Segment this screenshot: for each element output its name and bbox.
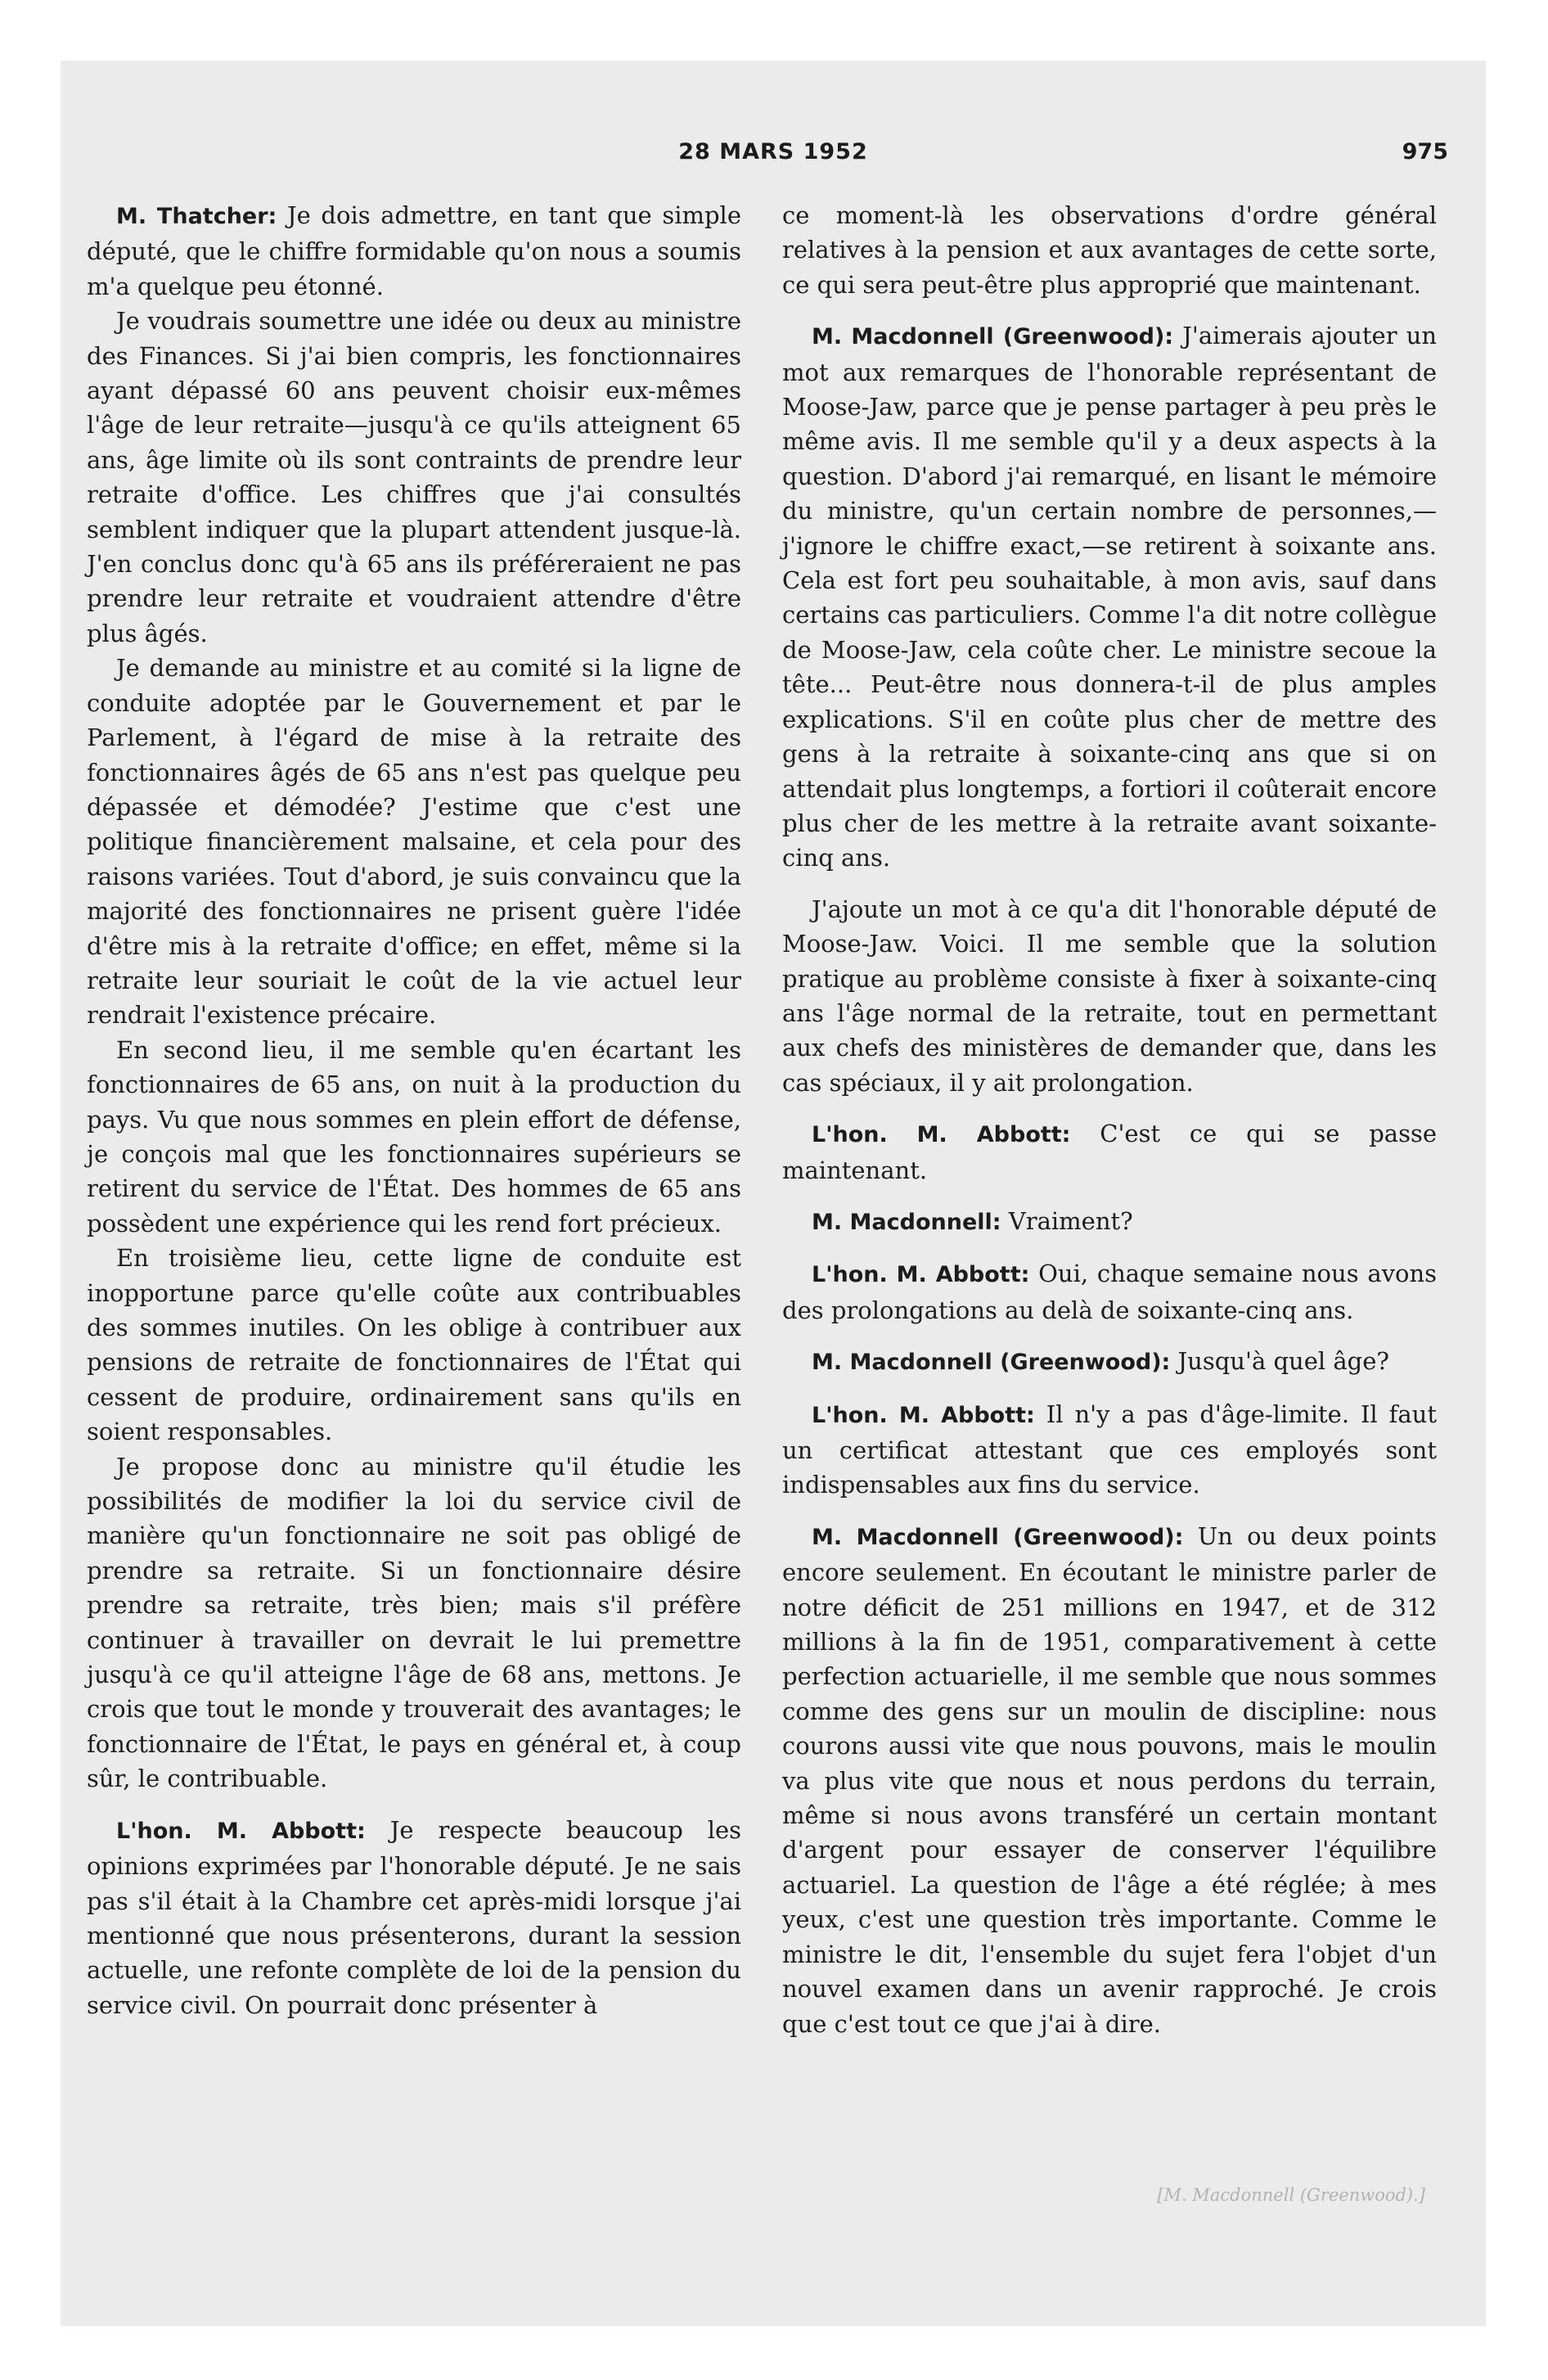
running-header xyxy=(61,139,1486,180)
speaker-name: M. Macdonnell (Greenwood): xyxy=(812,1524,1184,1550)
speaker-footnote: [M. Macdonnell (Greenwood).] xyxy=(1157,2185,1425,2205)
paragraph xyxy=(87,1241,741,1449)
paragraph-text: Je respecte beaucoup les opinions exprimées par l'honorable député. Je ne sais pas s'il était à la Chambre cet après-midi lorsque j'ai mentionné que nous présenterons, durant la session actuelle, une refonte complète de loi de la pension du service civil. On pourrait donc présenter à xyxy=(87,1815,742,2019)
paragraph xyxy=(87,1033,741,1241)
paragraph xyxy=(782,198,1437,302)
speaker-name: M. Macdonnell: xyxy=(812,1209,1001,1235)
speaker-name: M. Macdonnell (Greenwood): xyxy=(812,324,1174,350)
page-number: 975 xyxy=(1402,139,1448,165)
paragraph xyxy=(87,304,741,651)
speaker-name: M. Macdonnell (Greenwood): xyxy=(812,1350,1171,1376)
paragraph-text: ce moment-là les observations d'ordre général relatives à la pension et aux avantages de cette sorte, ce qui sera peut-être plus approprié que maintenant. xyxy=(782,201,1437,299)
right-column xyxy=(782,198,1437,2041)
paragraph-text: J'ajoute un mot à ce qu'a dit l'honorable député de Moose-Jaw. Voici. Il me semble que la solution pratique au problème consiste à fixer à soixante-cinq ans l'âge normal de la retraite, tout en permettant aux chefs des ministères de demander que, dans les cas spéciaux, il y ait prolongation. xyxy=(782,895,1437,1097)
paragraph xyxy=(782,892,1437,1100)
header-date: 28 MARS 1952 xyxy=(678,139,868,165)
speaker-name: L'hon. M. Abbott: xyxy=(812,1262,1030,1288)
speaker-name: M. Thatcher: xyxy=(116,204,277,229)
paragraph xyxy=(782,1344,1437,1380)
paragraph-text: Je propose donc au ministre qu'il étudie les possibilités de modifier la loi du service civil de manière qu'un fonctionnaire ne soit pas obligé de prendre sa retraite. Si un fonctionnaire désire prendre sa retraite, très bien; mais s'il préfère continuer à travailler on devrait le lui premettre jusqu'à ce qu'il atteigne l'âge de 68 ans, mettons. Je crois que tout le monde y trouverait des avantages; le fonctionnaire de l'État, le pays en général et, à coup sûr, le contribuable. xyxy=(87,1452,741,1793)
speaker-name: L'hon. M. Abbott: xyxy=(812,1402,1035,1428)
speaker-name: L'hon. M. Abbott: xyxy=(116,1818,366,1844)
paragraph-text: En second lieu, il me semble qu'en écartant les fonctionnaires de 65 ans, on nuit à la production du pays. Vu que nous sommes en plein effort de défense, je conçois mal que les fonctionnaires supérieurs se retirent du service de l'État. Des hommes de 65 ans possèdent une expérience qui les rend fort précieux. xyxy=(87,1035,741,1237)
paragraph xyxy=(782,318,1437,876)
paragraph xyxy=(782,1397,1437,1503)
paragraph-text: Jusqu'à quel âge? xyxy=(1177,1347,1389,1376)
paragraph-text: Oui, chaque semaine nous avons des prolongations au delà de soixante-cinq ans. xyxy=(782,1260,1438,1324)
paragraph-text: C'est ce qui se passe maintenant. xyxy=(782,1120,1437,1184)
paragraph-text: En troisième lieu, cette ligne de conduite est inopportune parce qu'elle coûte aux contribuables des sommes inutiles. On les oblige à contribuer aux pensions de retraite de fonctionnaires de l'État qui cessent de produire, ordinairement sans qu'ils en soient responsables. xyxy=(87,1244,741,1446)
paragraph xyxy=(87,651,741,1032)
paragraph-text: Vraiment? xyxy=(1008,1206,1133,1235)
paragraph xyxy=(87,198,741,304)
paragraph-text: Un ou deux points encore seulement. En écoutant le ministre parler de notre déficit de 251 millions en 1947, et de 312 millions à la fin de 1951, comparativement à cette perfection actuarielle, il me semble que nous sommes comme des gens sur un moulin de discipline: nous courons aussi vite que nous pouvons, mais le moulin va plus vite que nous et nous perdons du terrain, même si nous avons transféré un certain montant d'argent pour essayer de conserver l'équilibre actuariel. La question de l'âge a été réglée; à mes yeux, c'est une question très importante. Comme le ministre le dit, l'ensemble du sujet fera l'objet d'un nouvel examen dans un avenir rapproché. Je crois que c'est tout ce que j'ai à dire. xyxy=(782,1521,1437,2038)
left-column xyxy=(87,198,741,2022)
paragraph-text: J'aimerais ajouter un mot aux remarques de l'honorable représentant de Moose-Jaw, parce que je pense partager à peu près le même avis. Il me semble qu'il y a deux aspects à la question. D'abord j'ai remarqué, en lisant le mémoire du ministre, qu'un certain nombre de personnes,—j'ignore le chiffre exact,—se retirent à soixante ans. Cela est fort peu souhaitable, à mon avis, sauf dans certains cas particuliers. Comme l'a dit notre collègue de Moose-Jaw, cela coûte cher. Le ministre secoue la tête... Peut-être nous donnera-t-il de plus amples explications. S'il en coûte plus cher de mettre des gens à la retraite à soixante-cinq ans que si on attendait plus longtemps, a fortiori il coûterait encore plus cher de les mettre à la retraite avant soixante-cinq ans. xyxy=(782,322,1438,872)
paragraph xyxy=(782,1519,1437,2041)
paragraph xyxy=(87,1813,741,2022)
paragraph xyxy=(782,1116,1437,1188)
paragraph xyxy=(782,1204,1437,1240)
paragraph xyxy=(782,1256,1437,1327)
scanned-page xyxy=(61,61,1486,2326)
paragraph-text: Je demande au ministre et au comité si la ligne de conduite adoptée par le Gouvernement et par le Parlement, à l'égard de mise à la retraite des fonctionnaires âgés de 65 ans n'est pas quelque peu dépassée et démodée? J'estime que c'est une politique financièrement malsaine, et cela pour des raisons variées. Tout d'abord, je suis convaincu que la majorité des fonctionnaires ne prisent guère l'idée d'être mis à la retraite d'office; en effet, même si la retraite leur souriait le coût de la vie actuel leur rendrait l'existence précaire. xyxy=(87,654,741,1030)
paragraph-text: Je dois admettre, en tant que simple député, que le chiffre formidable qu'on nous a soumis m'a quelque peu étonné. xyxy=(87,201,741,300)
paragraph xyxy=(87,1449,741,1796)
paragraph-text: Je voudrais soumettre une idée ou deux au ministre des Finances. Si j'ai bien compris, les fonctionnaires ayant dépassé 60 ans peuvent choisir eux-mêmes l'âge de leur retraite—jusqu'à ce qu'ils atteignent 65 ans, âge limite où ils sont contraints de prendre leur retraite d'office. Les chiffres que j'ai consultés semblent indiquer que la plupart attendent jusque-là. J'en conclus donc qu'à 65 ans ils préféreraient ne pas prendre leur retraite et voudraient attendre d'être plus âgés. xyxy=(87,307,741,647)
paragraph-text: Il n'y a pas d'âge-limite. Il faut un certificat attestant que ces employés sont indispensables aux fins du service. xyxy=(782,1400,1438,1499)
speaker-name: L'hon. M. Abbott: xyxy=(812,1122,1071,1148)
